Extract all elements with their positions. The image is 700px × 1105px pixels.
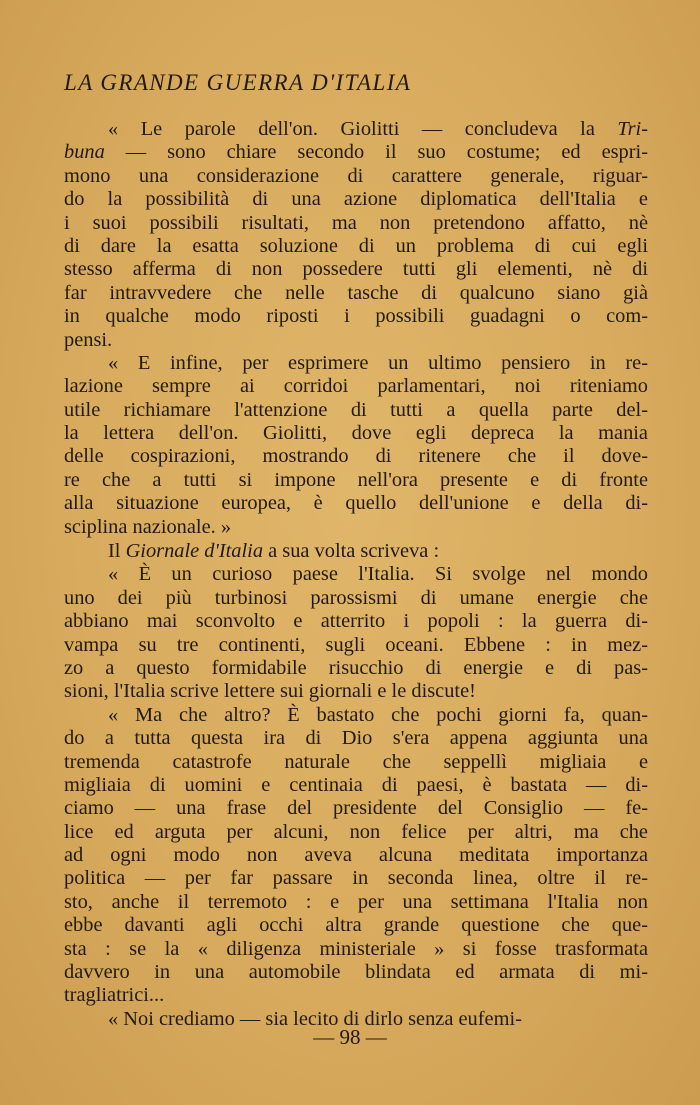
text-run: « E infine, per esprimere un ultimo pensiero in re- — [108, 351, 648, 374]
text-line — [64, 492, 648, 515]
text-run: di dare la esatta soluzione di un problema di cui egli — [64, 234, 648, 257]
text-run: tremenda catastrofe naturale che seppellì migliaia e — [64, 750, 648, 773]
text-line — [64, 680, 648, 703]
text-line — [64, 352, 648, 375]
text-run: i suoi possibili risultati, ma non pretendono affatto, nè — [64, 211, 648, 234]
text-run: do a tutta questa ira di Dio s'era appena aggiunta una — [64, 727, 648, 750]
text-run: mono una considerazione di carattere generale, riguar- — [64, 164, 648, 187]
text-run: ciamo — una frase del presidente del Consiglio — fe- — [64, 797, 648, 820]
text-line — [64, 587, 648, 610]
text-run: « Le parole dell'on. Giolitti — concludeva la — [108, 118, 618, 140]
text-line — [64, 727, 648, 750]
text-line — [64, 141, 648, 164]
text-line — [64, 984, 648, 1007]
text-run: abbiano mai sconvolto e atterrito i popoli : la guerra di- — [64, 610, 648, 633]
text-run: ebbe davanti agli occhi altra grande questione che que- — [64, 914, 648, 937]
text-run: pensi. — [64, 328, 113, 351]
text-line — [64, 329, 648, 352]
text-run: re che a tutti si impone nell'ora presente e di fronte — [64, 468, 648, 491]
text-run: alla situazione europea, è quello dell'unione e della di- — [64, 492, 648, 515]
text-run: in qualche modo riposti i possibili guadagni o com- — [64, 305, 648, 328]
text-line — [64, 375, 648, 398]
text-line — [64, 305, 648, 328]
text-line — [64, 961, 648, 984]
text-line — [64, 118, 648, 141]
text-line — [64, 165, 648, 188]
text-run: tragliatrici... — [64, 984, 165, 1007]
text-line — [64, 235, 648, 258]
text-line — [64, 399, 648, 422]
text-run: zo a questo formidabile risucchio di energie e di pas- — [64, 656, 648, 679]
text-run: « È un curioso paese l'Italia. Si svolge nel mondo — [108, 563, 648, 586]
text-run: stesso afferma di non possedere tutti gli elementi, nè di — [64, 258, 648, 281]
text-line — [64, 258, 648, 281]
text-block-1 — [64, 118, 648, 539]
text-run: do la possibilità di una azione diplomatica dell'Italia e — [64, 188, 648, 211]
text-block-2 — [64, 540, 648, 1031]
text-run: delle cospirazioni, mostrando di ritenere che il dove- — [64, 445, 648, 468]
text-run: la lettera dell'on. Giolitti, dove egli depreca la mania — [64, 422, 648, 445]
text-run: lazione sempre ai corridoi parlamentari, noi riteniamo — [64, 375, 648, 398]
text-line — [64, 563, 648, 586]
text-line — [64, 867, 648, 890]
text-line — [64, 212, 648, 235]
text-line — [64, 422, 648, 445]
text-line — [64, 914, 648, 937]
text-line — [64, 797, 648, 820]
text-line — [64, 704, 648, 727]
text-line — [64, 751, 648, 774]
text-run: lice ed arguta per alcuni, non felice per altri, ma che — [64, 820, 648, 843]
italic-text: Giornale d'Italia — [125, 540, 264, 562]
text-run: « Noi crediamo — sia lecito di dirlo senza eufemi- — [108, 1007, 522, 1030]
text-run: migliaia di uomini e centinaia di paesi, è bastata — di- — [64, 773, 648, 796]
text-run: sta : se la « diligenza ministeriale » si fosse trasformata — [64, 937, 648, 960]
text-line — [64, 540, 648, 563]
text-run: sciplina nazionale. » — [64, 515, 232, 538]
running-header: LA GRANDE GUERRA D'ITALIA — [64, 70, 412, 95]
text-run: far intravvedere che nelle tasche di qualcuno siano già — [64, 281, 648, 304]
text-line — [64, 188, 648, 211]
text-line — [64, 516, 648, 539]
text-run: — sono chiare secondo il suo costume; ed espri- — [104, 141, 648, 164]
text-run: vampa su tre continenti, sugli oceani. Ebbene : in mez- — [64, 633, 648, 656]
text-run: « Ma che altro? È bastato che pochi giorni fa, quan- — [108, 703, 648, 726]
text-line — [64, 821, 648, 844]
text-line — [64, 891, 648, 914]
text-line — [64, 469, 648, 492]
italic-text: buna — [64, 141, 105, 164]
text-line — [64, 938, 648, 961]
text-run: davvero in una automobile blindata ed armata di mi- — [64, 961, 648, 984]
text-run: sto, anche il terremoto : e per una settimana l'Italia non — [64, 890, 648, 913]
text-run: uno dei più turbinosi parossismi di umane energie che — [64, 586, 648, 609]
text-run: politica — per far passare in seconda linea, oltre il re- — [64, 867, 648, 890]
text-run: utile richiamare l'attenzione di tutti a quella parte del- — [64, 398, 648, 421]
text-line — [64, 657, 648, 680]
page-number: — 98 — — [313, 1025, 387, 1049]
text-line — [64, 634, 648, 657]
text-line — [64, 774, 648, 797]
text-run: ad ogni modo non aveva alcuna meditata importanza — [64, 844, 648, 867]
text-line — [64, 844, 648, 867]
text-run: sioni, l'Italia scrive lettere sui giornali e le discute! — [64, 680, 476, 703]
text-line — [64, 282, 648, 305]
text-run: a sua volta scriveva : — [263, 540, 440, 562]
text-line — [64, 610, 648, 633]
text-line — [64, 445, 648, 468]
text-run: Il — [108, 540, 126, 562]
italic-text: Tri- — [617, 118, 648, 140]
